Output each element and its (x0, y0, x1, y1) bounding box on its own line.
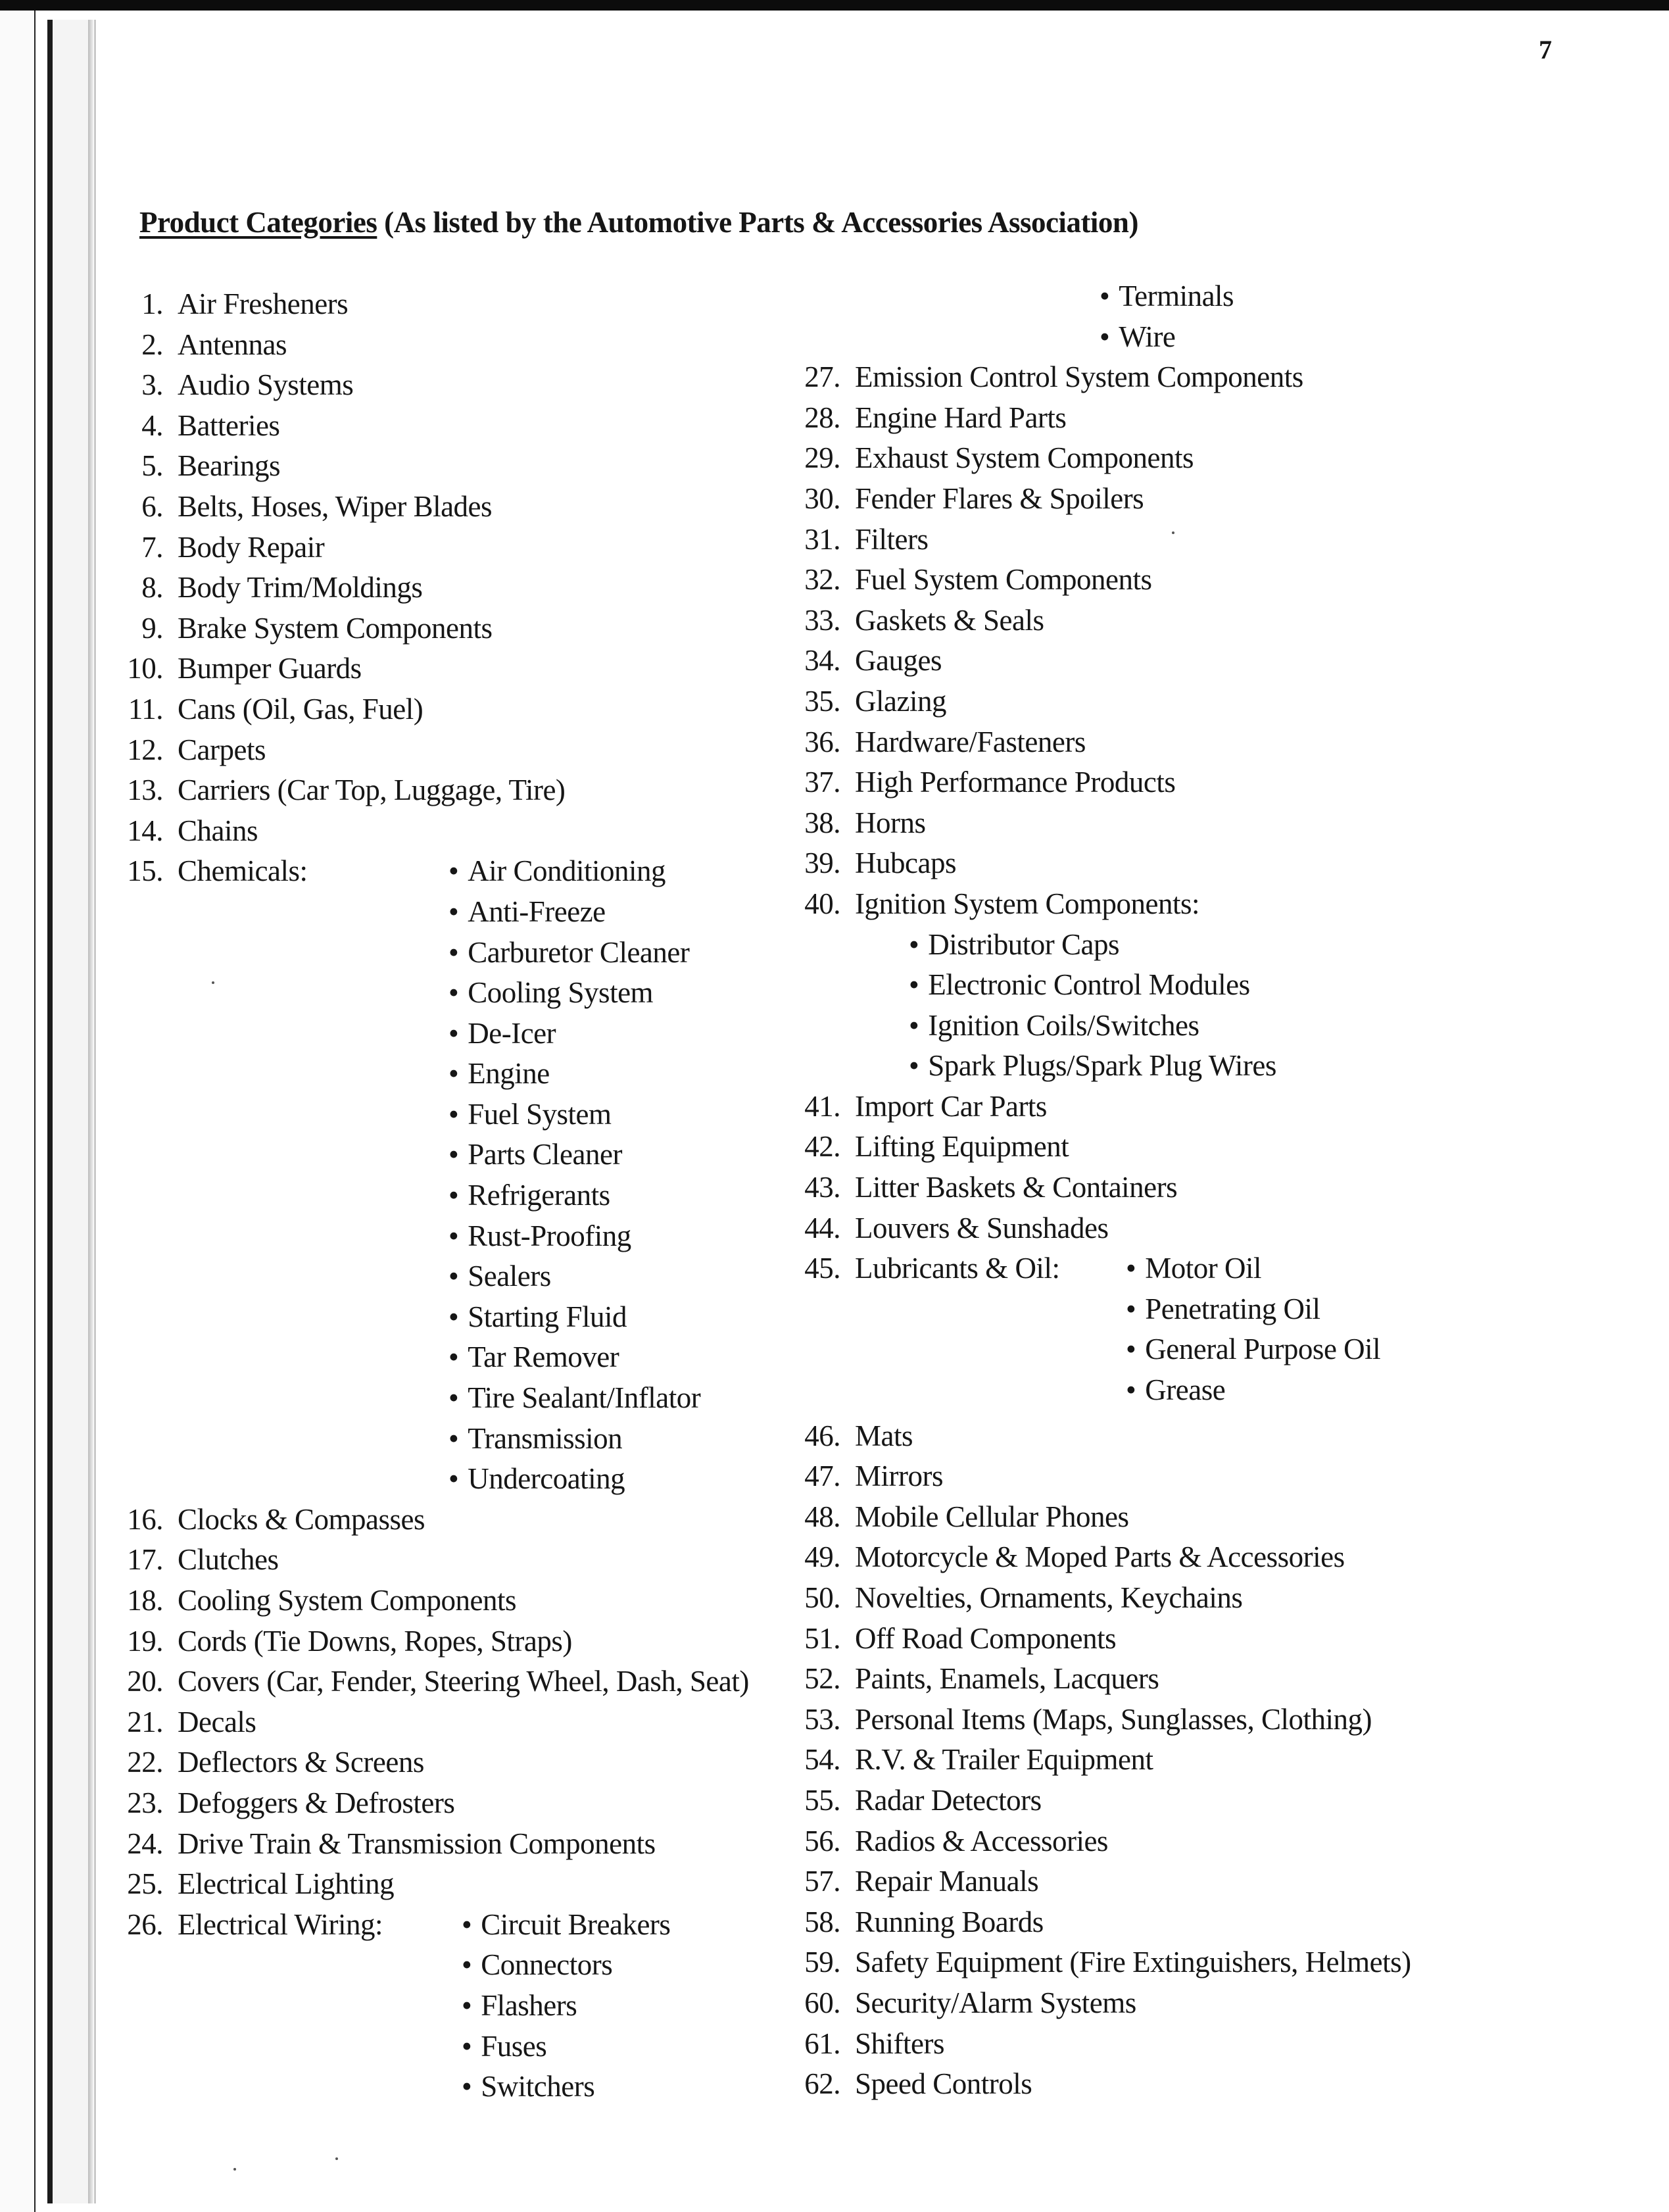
list-item-text: Mats (855, 1419, 913, 1452)
list-item (107, 1500, 817, 1540)
list-item-text: Brake System Components (178, 611, 493, 645)
list-item (107, 1864, 817, 1905)
list-item (107, 649, 817, 689)
list-item-text: High Performance Products (855, 766, 1176, 799)
list-subitem-text: • Tire Sealant/Inflator (448, 1378, 700, 1419)
list-subitem (784, 925, 1573, 966)
list-subitem-text: • Ignition Coils/Switches (909, 1006, 1199, 1046)
list-item-text: Lifting Equipment (855, 1130, 1069, 1164)
list-item-number: 52. (804, 1662, 840, 1696)
list-item-number: 30. (804, 481, 840, 515)
page-top-edge (0, 0, 1669, 11)
scan-speck (233, 2168, 236, 2171)
list-item-text: Covers (Car, Fender, Steering Wheel, Dash, Seat) (178, 1665, 749, 1698)
list-item-text: Cans (Oil, Gas, Fuel) (178, 692, 423, 725)
list-subitem-text: • Penetrating Oil (1126, 1289, 1320, 1330)
list-item-number: 58. (804, 1905, 840, 1938)
list-item (107, 284, 817, 325)
list-item-text: Paints, Enamels, Lacquers (855, 1662, 1159, 1696)
list-item-number: 50. (804, 1581, 840, 1614)
list-subitem (107, 2027, 817, 2067)
list-subitem-text: • Connectors (462, 1945, 612, 1986)
list-item (784, 1821, 1573, 1862)
list-item-text: Speed Controls (855, 2067, 1032, 2101)
list-item-number: 38. (804, 806, 840, 839)
list-subitem (107, 1297, 817, 1338)
list-item-text: Gaskets & Seals (855, 603, 1044, 637)
list-subitem (784, 317, 1573, 358)
list-item (784, 438, 1573, 479)
list-item-number: 51. (804, 1621, 840, 1655)
list-subitem (107, 1175, 817, 1216)
list-subitem (784, 1046, 1573, 1087)
list-item-number: 40. (804, 887, 840, 920)
list-item-text: Audio Systems (178, 368, 354, 402)
list-item-number: 7. (141, 530, 163, 564)
list-item (784, 1983, 1573, 2024)
list-item (107, 851, 817, 892)
list-item-text: Glazing (855, 684, 946, 718)
list-subitem (107, 1459, 817, 1500)
list-subitem-text: • Starting Fluid (448, 1297, 627, 1338)
list-item-number: 37. (804, 766, 840, 799)
list-subitem-text: • Switchers (462, 2067, 594, 2107)
list-item (107, 446, 817, 487)
list-subitem-text: • Electronic Control Modules (909, 965, 1250, 1006)
list-item (784, 1942, 1573, 1983)
list-item (107, 689, 817, 730)
list-item (107, 487, 817, 528)
list-subitem-text: • Tar Remover (448, 1337, 619, 1378)
list-item-number: 42. (804, 1130, 840, 1164)
list-item (784, 1700, 1573, 1740)
list-item (784, 357, 1573, 398)
list-subitem-text: • Flashers (462, 1986, 577, 2027)
list-item-number: 55. (804, 1783, 840, 1817)
list-item (784, 1248, 1573, 1289)
list-item-text: Horns (855, 806, 926, 839)
list-item-text: Exhaust System Components (855, 441, 1194, 475)
list-item (107, 325, 817, 366)
list-item-number: 25. (127, 1867, 163, 1901)
list-item-number: 59. (804, 1946, 840, 1979)
list-item (107, 608, 817, 649)
list-subitem (107, 1135, 817, 1175)
list-item-number: 8. (141, 571, 163, 604)
list-item-number: 31. (804, 522, 840, 556)
list-item-number: 2. (141, 328, 163, 361)
list-item-number: 62. (804, 2067, 840, 2101)
list-item-number: 53. (804, 1702, 840, 1736)
left-category-list (107, 284, 817, 2107)
list-subitem (784, 1329, 1573, 1370)
list-item (784, 601, 1573, 641)
list-item-number: 61. (804, 2027, 840, 2060)
list-item-text: Hardware/Fasteners (855, 725, 1086, 758)
list-subitem-text: • Transmission (448, 1419, 622, 1460)
list-subitem (107, 1337, 817, 1378)
spacer (784, 1411, 1573, 1416)
list-subitem-text: • Fuel System (448, 1094, 612, 1135)
list-item-number: 56. (804, 1824, 840, 1857)
list-item-number: 29. (804, 441, 840, 475)
list-item-text: Personal Items (Maps, Sunglasses, Clothing) (855, 1702, 1372, 1736)
scan-speck (335, 2157, 338, 2160)
list-item (784, 1659, 1573, 1700)
list-item (107, 1824, 817, 1865)
list-item (107, 1540, 817, 1581)
list-item (107, 770, 817, 811)
list-item-number: 39. (804, 847, 840, 880)
list-item (784, 1087, 1573, 1127)
list-item-number: 3. (141, 368, 163, 402)
list-item-number: 28. (804, 401, 840, 434)
list-item-number: 5. (141, 449, 163, 483)
list-item-number: 12. (127, 733, 163, 766)
list-item (107, 528, 817, 568)
list-subitem-text: • Engine (448, 1054, 550, 1094)
page-number: 7 (1539, 35, 1552, 64)
list-item-number: 36. (804, 725, 840, 758)
list-item-number: 6. (141, 489, 163, 523)
list-item-text: Cooling System Components (178, 1584, 517, 1617)
list-item-text: Novelties, Ornaments, Keychains (855, 1581, 1243, 1614)
list-subitem (107, 973, 817, 1014)
list-item-text: Clocks & Compasses (178, 1502, 425, 1536)
list-item (107, 365, 817, 406)
list-item-text: Gauges (855, 644, 942, 677)
list-item (784, 560, 1573, 601)
list-item-number: 46. (804, 1419, 840, 1452)
list-item-number: 54. (804, 1743, 840, 1777)
list-item (784, 479, 1573, 520)
list-item-number: 43. (804, 1171, 840, 1204)
list-item-text: Clutches (178, 1543, 279, 1577)
list-item-text: Decals (178, 1705, 256, 1738)
list-item-number: 34. (804, 644, 840, 677)
list-item (107, 1661, 817, 1702)
list-item-number: 57. (804, 1865, 840, 1898)
list-item-text: Mobile Cellular Phones (855, 1500, 1129, 1533)
list-item-number: 9. (141, 611, 163, 645)
list-item (784, 641, 1573, 681)
list-item (107, 1581, 817, 1621)
list-item-number: 22. (127, 1746, 163, 1779)
list-item-number: 47. (804, 1460, 840, 1493)
list-item-number: 60. (804, 1986, 840, 2019)
list-item-text: Radar Detectors (855, 1783, 1042, 1817)
list-item-text: Electrical Wiring: (178, 1907, 383, 1941)
list-item (107, 1702, 817, 1743)
list-item-text: Mirrors (855, 1460, 943, 1493)
list-item-number: 16. (127, 1502, 163, 1536)
list-subitem (107, 2067, 817, 2107)
list-item-number: 35. (804, 684, 840, 718)
list-item (784, 762, 1573, 803)
list-item-text: Bearings (178, 449, 280, 483)
list-item (784, 1208, 1573, 1249)
list-item-text: Belts, Hoses, Wiper Blades (178, 489, 493, 523)
list-item-text: Defoggers & Defrosters (178, 1786, 455, 1819)
list-item-number: 23. (127, 1786, 163, 1819)
list-item-text: Lubricants & Oil: (855, 1252, 1060, 1285)
list-item-number: 27. (804, 360, 840, 394)
list-subitem (107, 1094, 817, 1135)
list-item-text: Hubcaps (855, 847, 956, 880)
list-item (107, 730, 817, 771)
list-subitem-text: • Spark Plugs/Spark Plug Wires (909, 1046, 1276, 1087)
list-item (784, 1740, 1573, 1781)
list-subitem-text: • Sealers (448, 1256, 551, 1297)
list-item (784, 681, 1573, 722)
page-heading (139, 205, 1138, 239)
list-item-text: Fuel System Components (855, 563, 1152, 597)
list-item (784, 2024, 1573, 2065)
list-item-text: Security/Alarm Systems (855, 1986, 1136, 2019)
list-item-text: Litter Baskets & Containers (855, 1171, 1178, 1204)
scan-speck (212, 981, 214, 984)
list-item (107, 1783, 817, 1824)
list-item-number: 13. (127, 774, 163, 807)
list-item-number: 44. (804, 1211, 840, 1244)
list-item-text: Repair Manuals (855, 1865, 1039, 1898)
list-subitem-text: • Motor Oil (1126, 1248, 1261, 1289)
list-item-number: 19. (127, 1624, 163, 1658)
list-item (107, 1742, 817, 1783)
list-subitem-text: • Distributor Caps (909, 925, 1119, 966)
list-item (107, 1621, 817, 1662)
list-subitem-text: • Parts Cleaner (448, 1135, 622, 1175)
list-subitem-text: • Terminals (1100, 276, 1234, 317)
list-item-text: Chemicals: (178, 854, 308, 888)
list-subitem (107, 1216, 817, 1257)
list-item-text: Off Road Components (855, 1621, 1117, 1655)
list-item (784, 2064, 1573, 2105)
list-item-number: 49. (804, 1540, 840, 1574)
list-item (107, 811, 817, 852)
list-subitem (107, 1419, 817, 1460)
list-subitem (784, 1370, 1573, 1411)
list-item (784, 520, 1573, 560)
list-subitem (784, 1006, 1573, 1046)
list-item-text: Filters (855, 522, 929, 556)
list-item-text: Safety Equipment (Fire Extinguishers, Helmets) (855, 1946, 1411, 1979)
list-item-text: Chains (178, 814, 258, 847)
list-subitem-text: • Anti-Freeze (448, 892, 606, 933)
list-item-text: Emission Control System Components (855, 360, 1303, 394)
list-subitem-text: • Grease (1126, 1370, 1225, 1411)
list-item-text: R.V. & Trailer Equipment (855, 1743, 1153, 1777)
list-subitem-text: • Refrigerants (448, 1175, 610, 1216)
list-subitem-text: • Fuses (462, 2027, 546, 2067)
left-page-edge (0, 11, 36, 2212)
list-item (784, 1619, 1573, 1659)
list-item-text: Louvers & Sunshades (855, 1211, 1109, 1244)
list-subitem (107, 1986, 817, 2027)
list-item (784, 843, 1573, 884)
list-subitem-text: • Undercoating (448, 1459, 625, 1500)
list-item-number: 18. (127, 1584, 163, 1617)
list-item (784, 1578, 1573, 1619)
list-subitem-text: • Circuit Breakers (462, 1905, 670, 1946)
list-item (784, 1902, 1573, 1943)
list-subitem-text: • Wire (1100, 317, 1175, 358)
list-item-number: 17. (127, 1543, 163, 1577)
list-item-text: Import Car Parts (855, 1089, 1047, 1123)
list-item (784, 1861, 1573, 1902)
list-item-text: Electrical Lighting (178, 1867, 395, 1901)
list-item (784, 1127, 1573, 1167)
list-subitem-text: • Rust-Proofing (448, 1216, 631, 1257)
list-subitem-text: • Carburetor Cleaner (448, 933, 689, 973)
list-item-number: 15. (127, 854, 163, 888)
list-subitem-text: • General Purpose Oil (1126, 1329, 1380, 1370)
list-item (784, 1456, 1573, 1497)
list-subitem-text: • Air Conditioning (448, 851, 665, 892)
list-subitem (107, 933, 817, 973)
list-subitem-text: • De-Icer (448, 1014, 556, 1054)
list-item (107, 406, 817, 447)
list-item-number: 21. (127, 1705, 163, 1738)
list-item (784, 803, 1573, 844)
list-subitem (784, 965, 1573, 1006)
list-item-text: Radios & Accessories (855, 1824, 1108, 1857)
list-item-text: Drive Train & Transmission Components (178, 1827, 656, 1860)
list-item-text: Bumper Guards (178, 652, 362, 685)
list-item (784, 1537, 1573, 1578)
list-item (107, 568, 817, 608)
list-item-number: 26. (127, 1907, 163, 1941)
scan-speck (1172, 531, 1174, 534)
list-item-text: Batteries (178, 408, 280, 442)
list-item-number: 32. (804, 563, 840, 597)
list-item-number: 14. (127, 814, 163, 847)
list-item (784, 1416, 1573, 1457)
list-item (784, 1781, 1573, 1821)
list-item-number: 33. (804, 603, 840, 637)
list-item (107, 1905, 817, 1946)
list-item-text: Motorcycle & Moped Parts & Accessories (855, 1540, 1345, 1574)
heading-underlined: Product Categories (139, 206, 377, 239)
list-item-text: Running Boards (855, 1905, 1044, 1938)
list-item-number: 45. (804, 1252, 840, 1285)
list-item (784, 722, 1573, 763)
list-item-text: Cords (Tie Downs, Ropes, Straps) (178, 1624, 572, 1658)
list-item (784, 1167, 1573, 1208)
list-item-number: 20. (127, 1665, 163, 1698)
list-item-number: 10. (127, 652, 163, 685)
list-subitem (107, 1256, 817, 1297)
list-subitem (107, 1014, 817, 1054)
list-item-text: Carriers (Car Top, Luggage, Tire) (178, 774, 566, 807)
list-item-number: 11. (128, 692, 163, 725)
list-item-text: Air Fresheners (178, 287, 349, 320)
list-item-text: Deflectors & Screens (178, 1746, 424, 1779)
list-item-text: Body Trim/Moldings (178, 571, 423, 604)
list-item-text: Carpets (178, 733, 266, 766)
list-item-number: 48. (804, 1500, 840, 1533)
right-category-list (784, 276, 1573, 2105)
list-item-text: Fender Flares & Spoilers (855, 481, 1144, 515)
list-subitem (107, 1054, 817, 1094)
list-item (784, 1497, 1573, 1538)
list-subitem-text: • Cooling System (448, 973, 653, 1014)
list-item-text: Engine Hard Parts (855, 401, 1067, 434)
list-item-number: 1. (141, 287, 163, 320)
list-item-text: Antennas (178, 328, 287, 361)
list-item (784, 398, 1573, 439)
list-item-number: 41. (804, 1089, 840, 1123)
heading-rest: (As listed by the Automotive Parts & Accessories Association) (377, 206, 1138, 239)
binding-shadow (88, 20, 95, 2203)
list-subitem (107, 1378, 817, 1419)
list-subitem (107, 892, 817, 933)
list-subitem (784, 1289, 1573, 1330)
list-item-number: 24. (127, 1827, 163, 1860)
list-item (784, 884, 1573, 925)
list-item-text: Ignition System Components: (855, 887, 1200, 920)
list-subitem (784, 276, 1573, 317)
list-item-number: 4. (141, 408, 163, 442)
list-item-text: Body Repair (178, 530, 325, 564)
list-subitem (107, 1945, 817, 1986)
list-item-text: Shifters (855, 2027, 944, 2060)
